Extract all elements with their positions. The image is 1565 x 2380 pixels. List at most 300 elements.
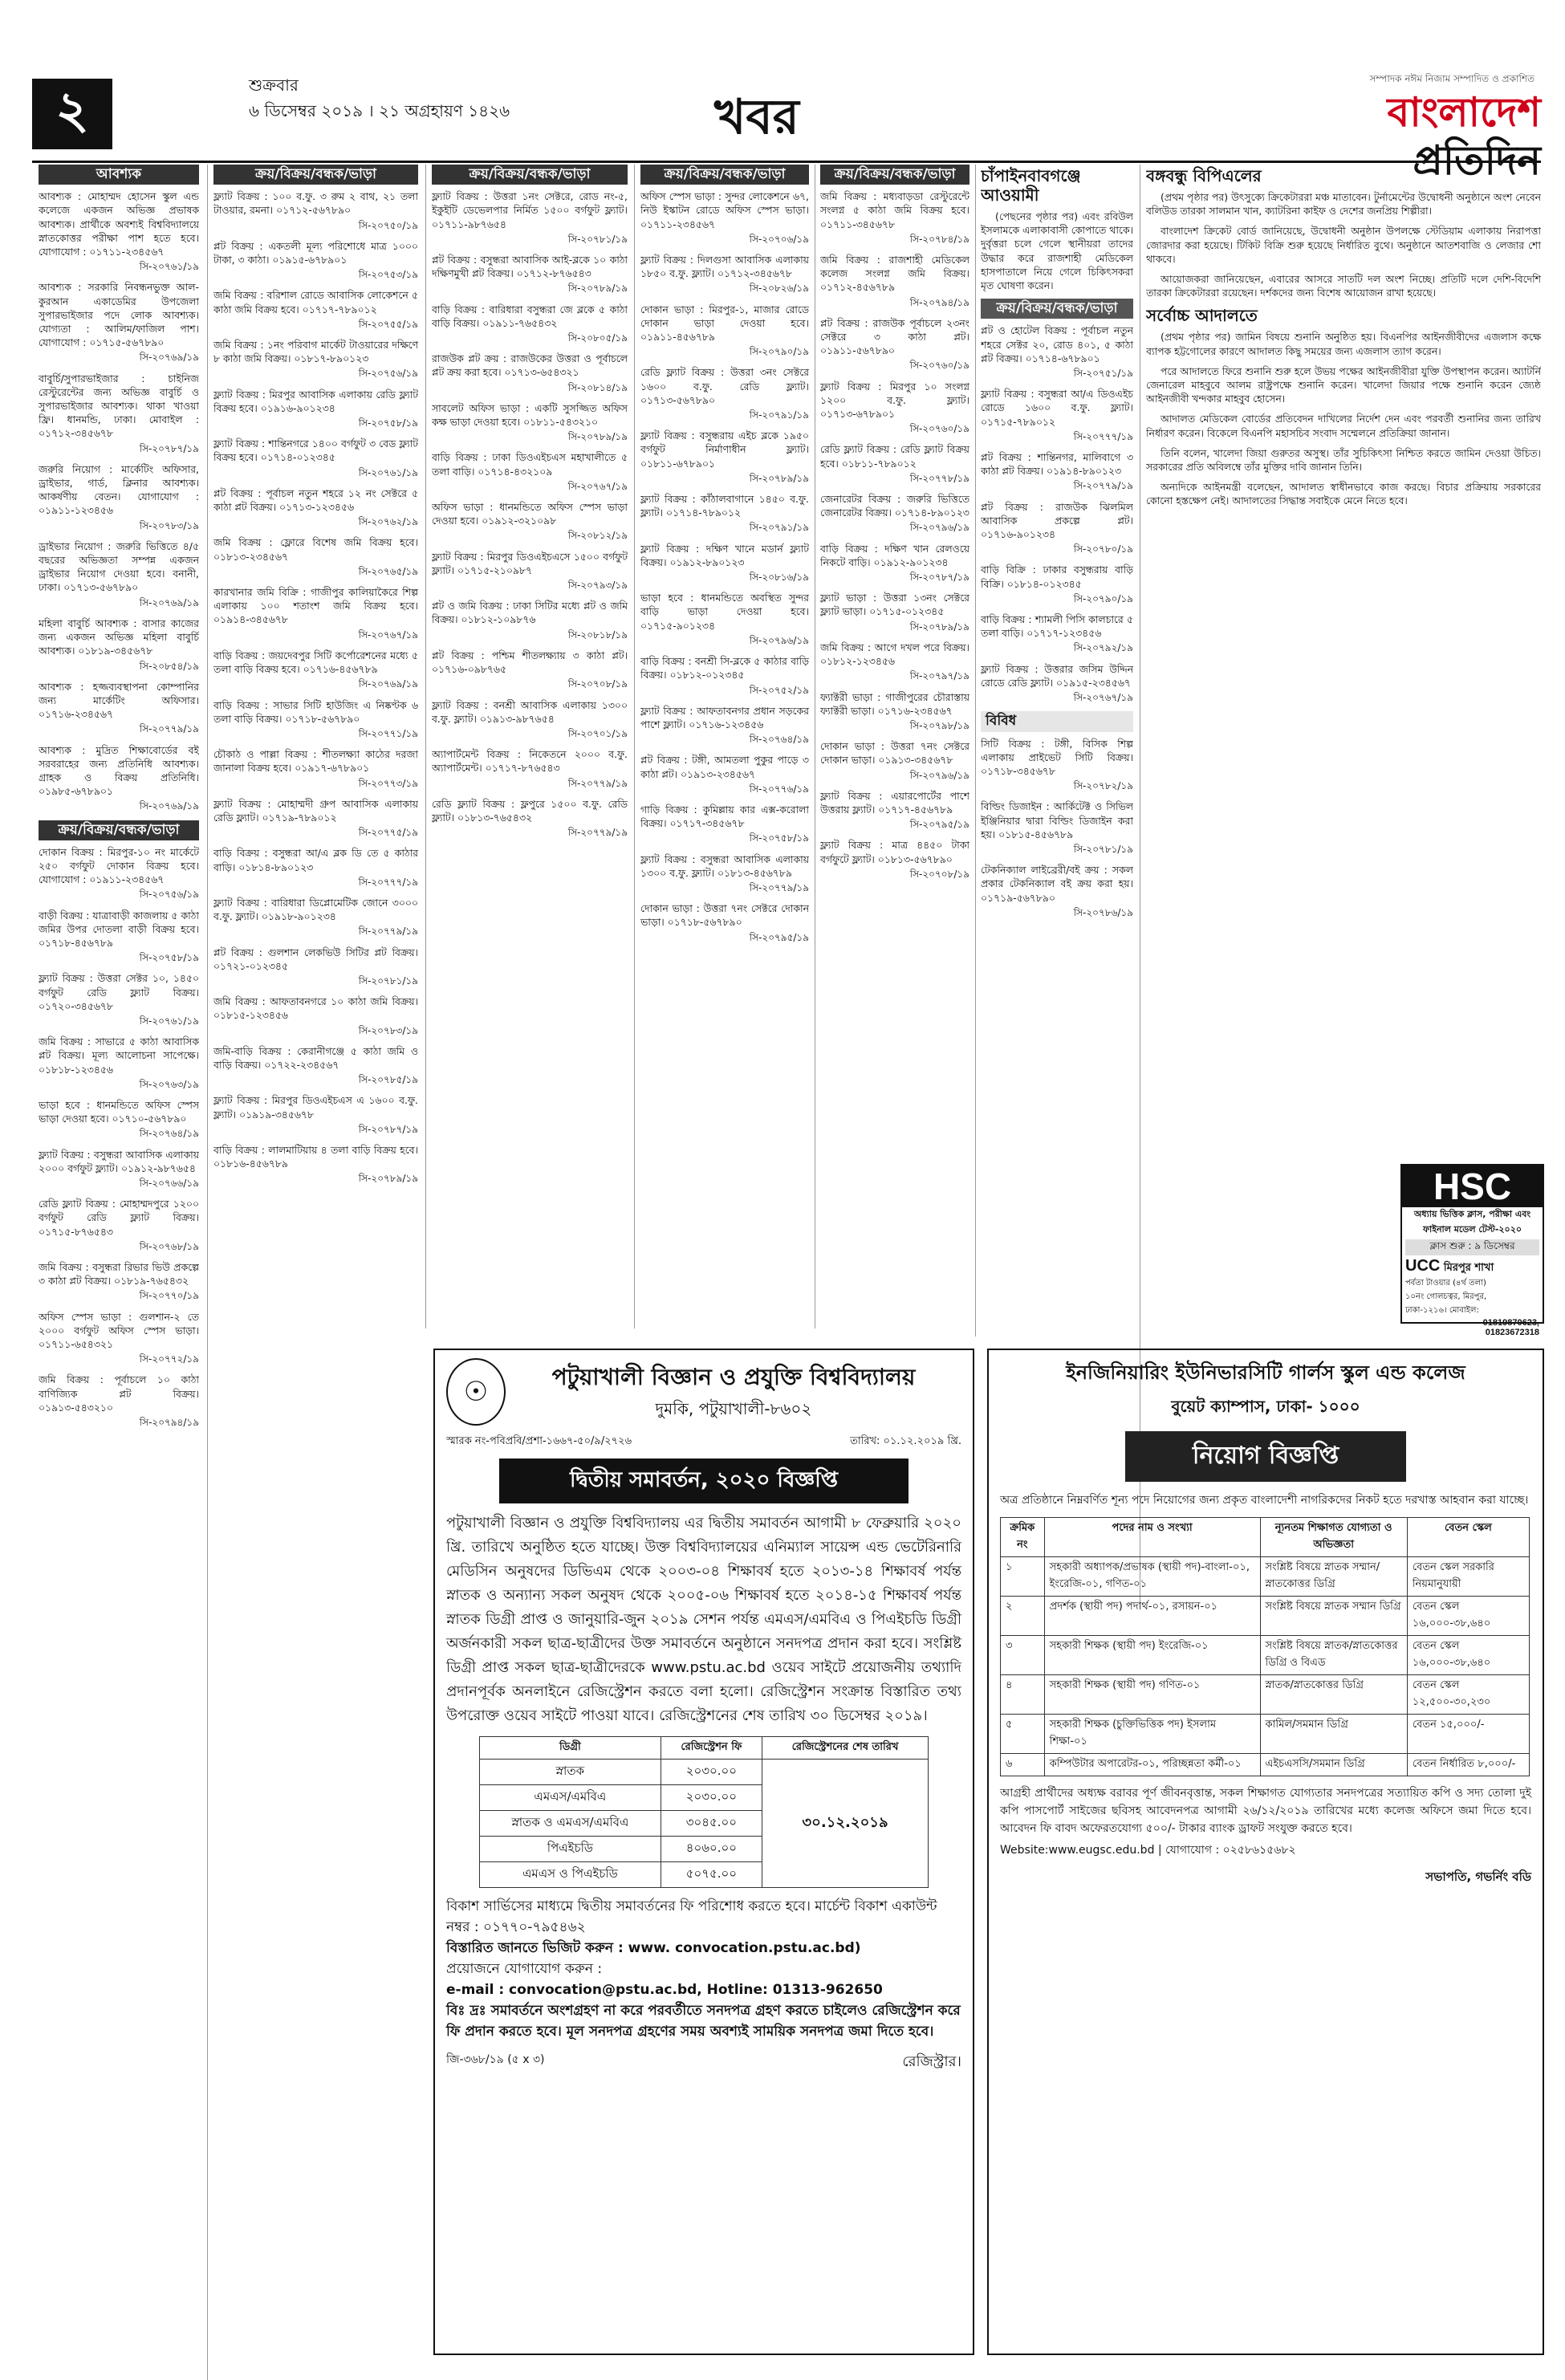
classified-ad: বাড়ি বিক্রয় : বারিধারা বসুন্ধরা জে ব্লকে ৫ কাঠা বাড়ি বিক্রয়। ০১৯১১-৭৬৫৪৩২: [432, 303, 628, 329]
branch-name: মিরপুর শাখা: [1443, 1262, 1494, 1274]
classified-ad: প্লট বিক্রয় : রাজউক ঝিলমিল আবাসিক প্রকল্পে প্লট। ০১৭১৬-৯০১২৩৪: [981, 500, 1133, 541]
vacancy-table-body: [1001, 1557, 1530, 1776]
ad-reference: সি-২০৮২৬/১৯: [749, 283, 809, 295]
classified-ad: আবশ্যক : মোহাম্মদ হোসেন স্কুল এন্ড কলেজে একজন অভিজ্ঞ প্রভাষক আবশ্যক। প্রার্থীকে অবশ্যই বিশ্ববিদ্যালয়ে স্নাতকোত্তর পরীক্ষা পাশ হতে হবে। যোগাযোগ : ০১৭১১-২৩৪৫৬৭: [39, 190, 199, 258]
table-row: [1001, 1675, 1530, 1715]
ad-reference: সি-২০৭৭৭/১৯: [358, 876, 418, 888]
classified-ad: ফ্ল্যাট বিক্রয় : বসুন্ধরায় এইচ ব্লকে ১৯৫০ বর্গফুট নির্মাণাধীন ফ্ল্যাট। ০১৮১১-৬৭৮৯০১: [640, 429, 809, 470]
classified-ad: ফ্ল্যাট বিক্রয় : মিরপুর ডিওএইচএসে ১৫০০ বর্গফুট ফ্ল্যাট। ০১৭১৫-২১০৯৮৭: [432, 550, 628, 576]
classified-ad: জমি বিক্রয় : মধ্যবাড়ডা রেস্টুরেন্টে সংলগ্ন ৫ কাঠা জমি বিক্রয় হবে। ০১৭১১-৩৪৫৬৭৮: [820, 190, 969, 230]
table-cell: ৬: [1001, 1754, 1045, 1776]
page-number: ২: [32, 79, 112, 149]
ad-reference: সি-২০৮১৬/১৯: [749, 572, 809, 584]
hsc-line: ফাইনাল মডেল টেস্ট-২০২০: [1423, 1224, 1522, 1235]
table-cell: সহকারী শিক্ষক (স্থায়ী পদ) ইংরেজি-০১: [1044, 1636, 1260, 1675]
ad-reference: সি-২০৭৭৯/১৯: [139, 723, 199, 735]
ad-reference: সি-২০৭৮৯/১৯: [567, 283, 628, 295]
ad-reference: সি-২০৭৮৫/১৯: [358, 1074, 418, 1086]
classified-ad: কারখানার জমি বিক্রি : গাজীপুর কালিয়াকৈরে শিল্প এলাকায় ১০০ শতাংশ জমি বিক্রয় হবে। ০১৯১৪-৩৪৫৬৭৮: [213, 586, 418, 626]
ad-reference: সি-২০৭৮৭/১৯: [139, 442, 199, 454]
ad-reference: সি-২০৭৯৭/১৯: [909, 670, 969, 682]
ad-reference: সি-২০৭৯০/১৯: [749, 346, 809, 358]
ad-list: [820, 189, 969, 881]
hsc-address: ১০নং গোলচত্বর, মিরপুর,: [1405, 1292, 1487, 1301]
classified-ad: ফ্ল্যাট বিক্রয় : উত্তরা ১নং সেক্টরে, রোড নং-৫, ইকুইটি ডেভেলপার নির্মিত ১৫০০ বর্গফুট ফ্ল্যাট। ০১৭১১-৯৮৭৬৫৪: [432, 190, 628, 230]
classified-ad: গাড়ি বিক্রয় : কুমিল্লায় কার এক্স-করোলা বিক্রয়। ০১৭১৭-৩৪৫৬৭৮: [640, 803, 809, 830]
classified-ad: ভাড়া হবে : ধানমন্ডিতে অফিস স্পেস ভাড়া দেওয়া হবে। ০১৭১০-৫৬৭৮৯০: [39, 1098, 199, 1125]
ad-reference: সি-২০৭৮১/১৯: [567, 233, 628, 245]
classified-ad: বাড়ি বিক্রয় : বসুন্ধরা আ/এ ব্লক ডি তে ৫ কাঠার বাড়ি। ০১৮১৪-৮৯০১২৩: [213, 847, 418, 873]
ad-reference: সি-২০৭০৮/১৯: [567, 678, 628, 690]
table-cell: সংশ্লিষ্ট বিষয়ে স্নাতক সম্মান ডিগ্রি: [1260, 1597, 1407, 1636]
ad-reference: সি-২০৭৯৬/১৯: [909, 522, 969, 534]
classified-ad: রাজউক প্লট ক্রয় : রাজউকের উত্তরা ও পূর্বাচলে প্লট ক্রয় করা হবে। ০১৭১৩-৬৫৪৩২১: [432, 352, 628, 379]
table-header-cell: পদের নাম ও সংখ্যা: [1044, 1518, 1260, 1557]
category-heading: আবশ্যক: [39, 165, 199, 185]
column-rule: [634, 165, 635, 1328]
category-heading: ক্রয়/বিক্রয়/বন্ধক/ভাড়া: [640, 165, 809, 185]
classified-ad: ফ্ল্যাট বিক্রয় : দিলগুসা আবাসিক এলাকায় ১৮৫০ ব.ফু. ফ্ল্যাট। ০১৭১২-৩৪৫৬৭৮: [640, 254, 809, 280]
classified-ad: প্লট বিক্রয় : রাজউক পূর্বাচলে ২৩নং সেক্টরে ৩ কাঠা প্লট। ০১৯১১-৫৬৭৮৯০: [820, 316, 969, 357]
ad-reference: সি-২০৭৬৯/১৯: [358, 678, 418, 690]
classified-ad: জমি বিক্রয় : আগে দখল পরে বিক্রয়। ০১৮১২-১২৩৪৫৬: [820, 641, 969, 668]
classified-ad: জরুরি নিয়োগ : মার্কেটিং অফিসার, ড্রাইভার, গার্ড, ক্লিনার আবশ্যক। আকর্ষণীয় বেতন। যোগাযোগ : ০১৯১১-১২৩৪৫৬: [39, 462, 199, 517]
classified-ad: ফ্ল্যাট বিক্রয় : আফতাবনগর প্রধান সড়কের পাশে ফ্ল্যাট। ০১৭১৬-১২৩৪৫৬: [640, 704, 809, 730]
classified-ad: আবশ্যক : মুদ্রিত শিক্ষাবোর্ডের বই সরবরাহের জন্য প্রতিনিধি আবশ্যক। গ্রাহক ও বিক্রয় প্রতিনিধি। ০১৯৮৫-৬৭৮৯০১: [39, 743, 199, 798]
classified-ad: আবশ্যক : সরকারি নিবন্ধনভুক্ত আল-কুরআন একাডেমির উপজেলা সুপারভাইজার পদে লোক আবশ্যক। যোগ্যতা : আলিম/ফাজিল পাশ। যোগাযোগ : ০১৭১৫-৫৬৭৮৯০: [39, 281, 199, 349]
table-cell: স্নাতক: [480, 1760, 661, 1785]
notice-title: নিয়োগ বিজ্ঞপ্তি: [1125, 1431, 1406, 1482]
header-day: শুক্রবার: [249, 75, 299, 95]
school-phone: যোগাযোগ : ০২৫৮৬১৫৬৮২: [1165, 1844, 1296, 1857]
classified-ad: জমি বিক্রয় : বসুন্ধরা রিভার ভিউ প্রকল্পে ৩ কাঠা প্লট বিক্রয়। ০১৮১৯-৭৬৫৪৩২: [39, 1261, 199, 1288]
classified-ad: টেকনিক্যাল লাইব্রেরী/বই ক্রয় : সকল প্রকার টেকনিক্যাল বই ক্রয় করা হয়। ০১৭১৯-৫৬৭৮৯০: [981, 864, 1133, 904]
logo-name-dark: প্রতিদিন: [1413, 136, 1541, 184]
ad-reference: সি-২০৭৭৩/১৯: [358, 777, 418, 789]
classified-ad: জমি বিক্রয় : আফতাবনগরে ১০ কাঠা জমি বিক্রয়। ০১৮১৫-১২৩৪৫৬: [213, 995, 418, 1022]
ad-reference: সি-২০৭৯৬/১৯: [749, 634, 809, 646]
pstu-header: [435, 1350, 973, 1434]
ucc-logo: UCC: [1405, 1257, 1441, 1275]
classified-ad: বিল্ডিং ডিজাইন : আর্কিটেক্ট ও সিভিল ইঞ্জিনিয়ার দ্বারা বিল্ডিং ডিজাইন করা হয়। ০১৮১৫-৪৫৬৭৮৯: [981, 800, 1133, 840]
ad-reference: সি-২০৭৮১/১৯: [1073, 843, 1133, 855]
ad-reference: সি-২০৭৮৯/১৯: [909, 620, 969, 633]
table-header-cell: ডিগ্রী: [480, 1737, 661, 1760]
hsc-phone: 01819870623,: [1482, 1318, 1539, 1328]
classified-ad: ফ্ল্যাট বিক্রয় : মাত্র ৪৪৫০ টাকা বর্গফুটে ফ্ল্যাট। ০১৮১৩-৫৬৭৮৯০: [820, 839, 969, 865]
classified-ad: ভাড়া হবে : ধানমন্ডিতে অবস্থিত সুন্দর বাড়ি ভাড়া দেওয়া হবে। ০১৭১৫-৯০১২৩৪: [640, 592, 809, 632]
classified-ad: বাড়ি বিক্রয় : ঢাকা ডিওএইচএস মহাখালীতে ৫ তলা বাড়ি। ০১৭১৪-৪৩২১০৯: [432, 451, 628, 478]
classified-ad: বাড়ি বিক্রয় : শ্যামলী পিসি কালচারে ৫ তলা বাড়ি। ০১৭১৭-১২৩৪৫৬: [981, 613, 1133, 640]
ad-reference: সি-২০৭৯৫/১৯: [749, 931, 809, 943]
classified-ad: রেডি ফ্ল্যাট বিক্রয় : রেডি ফ্ল্যাট বিক্রয় হবে। ০১৮১১-৭৮৯০১২: [820, 443, 969, 470]
ad-reference: সি-২০৭৫৫/১৯: [358, 318, 418, 330]
classified-ad: ফ্ল্যাট বিক্রয় : বসুন্ধরা আবাসিক এলাকায় ২০০০ বর্গফুট ফ্ল্যাট। ০১৯১২-৯৮৭৬৫৪: [39, 1148, 199, 1174]
university-name: পটুয়াখালী বিজ্ঞান ও প্রযুক্তি বিশ্ববিদ্যালয়: [551, 1364, 916, 1390]
hsc-phone: 01823672318: [1485, 1328, 1539, 1337]
table-cell: সহকারী শিক্ষক (স্থায়ী পদ) গণিত-০১: [1044, 1675, 1260, 1715]
news-paragraph: পরে আদালতে ফিরে শুনানি শুরু হলে উভয় পক্ষের আইনজীবীরা যুক্তি উপস্থাপন করেন। অ্যাটর্নি জেনারেল মাহবুবে আলম রাষ্ট্রপক্ষে শুনানি করেন। খালেদা জিয়ার পক্ষে শুনানি করেন জ্যেষ্ঠ আইনজীবী খন্দকার মাহবুব হোসেন।: [1146, 364, 1541, 405]
ad-reference: সি-২০৭৮৬/১৯: [1073, 906, 1133, 918]
classified-ad: ফ্ল্যাট বিক্রয় : উত্তরা সেক্টর ১০, ১৪৫০ বর্গফুট রেডি ফ্ল্যাট বিক্রয়। ০১৭২০-৩৪৫৬৭৮: [39, 972, 199, 1012]
classified-ad: জমি বিক্রয় : ১নং পরিবাগ মার্কেট টাওয়ারের দক্ষিণে ৮ কাঠা জমি বিক্রয়। ০১৮১৭-৮৯০১২৩: [213, 339, 418, 365]
classified-ad: অ্যাপার্টমেন্ট বিক্রয় : নিকেতনে ২০০০ ব.ফু. অ্যাপার্টমেন্ট। ০১৭১৭-৮৭৬৫৪৩: [432, 748, 628, 775]
school-name: ইনজিনিয়ারিং ইউনিভারসিটি গার্লস স্কুল এন্ড কলেজ: [1066, 1361, 1465, 1384]
last-date-cell: ৩০.১২.২০১৯: [762, 1760, 929, 1888]
classified-ad: ড্রাইভার নিয়োগ : জরুরি ভিত্তিতে ৪/৫ বছরের অভিজ্ঞতা সম্পন্ন একজন ড্রাইভার নিয়োগ দেওয়া হবে। বনানী, ঢাকা। ০১৭১৩-৫৬৭৮৯০: [39, 539, 199, 594]
ad-reference: সি-২০৭৮৭/১৯: [909, 572, 969, 584]
category-heading: ক্রয়/বিক্রয়/বন্ধক/ভাড়া: [981, 299, 1133, 319]
classified-ad: দোকান ভাড়া : উত্তরা ৭নং সেক্টরে দোকান ভাড়া। ০১৯১৩-৩৪৫৬৭৮: [820, 740, 969, 767]
table-header-cell: রেজিস্ট্রেশন ফি: [661, 1737, 762, 1760]
classified-ad: বাড়ি বিক্রয় : দক্ষিণ খান রেলওয়ে নিকটে বাড়ি। ০১৯১২-৯০১২৩৪: [820, 542, 969, 568]
convocation-title: দ্বিতীয় সমাবর্তন, ২০২০ বিজ্ঞপ্তি: [499, 1459, 909, 1503]
category-heading: ক্রয়/বিক্রয়/বন্ধক/ভাড়া: [820, 165, 969, 185]
column-7: [1146, 165, 1541, 1072]
classified-ad: ফ্ল্যাট ভাড়া : উত্তরা ১৩নং সেক্টরে ফ্ল্যাট ভাড়া। ০১৭১৫-০১২৩৪৫: [820, 592, 969, 618]
classified-ad: ফ্ল্যাট বিক্রয় : কাঁঠালবাগানে ১৪৫০ ব.ফু. ফ্ল্যাট। ০১৭১৪-৭৮৯০১২: [640, 493, 809, 519]
classified-ad: ফ্ল্যাট বিক্রয় : শান্তিনগরে ১৪০০ বর্গফুট ৩ বেড ফ্ল্যাট বিক্রয় হবে। ০১৭১৪-০১২৩৪৫: [213, 437, 418, 464]
classified-ad: বাড়ি বিক্রয় : সাভার সিটি হাউজিং এ নিষ্কণ্টক ৬ তলা বাড়ি বিক্রয়। ০১৭১৮-৫৬৭৮৯০: [213, 698, 418, 725]
news-headline: বঙ্গবন্ধু বিপিএলের: [1146, 166, 1262, 185]
classified-ad: ফ্ল্যাট বিক্রয় : বসুন্ধরা আ/এ ডিওএইচ রোডে ১৬০০ ব.ফু. ফ্ল্যাট। ০১৭১৫-৭৮৯০১২: [981, 388, 1133, 428]
column-rule: [425, 165, 426, 1328]
ad-reference: সি-২০৭৯১/১৯: [749, 522, 809, 534]
gd-number: জি-৩৬৮/১৯ (৫ x ৩): [446, 2053, 545, 2066]
ad-reference: সি-২০৭৬১/১৯: [358, 466, 418, 478]
university-crest-icon: ☉: [446, 1358, 506, 1426]
ad-reference: সি-২০৭৬১/১৯: [139, 1015, 199, 1027]
ad-reference: সি-২০৭৯৮/১৯: [909, 719, 969, 731]
ad-list: [640, 189, 809, 945]
notice-footer: আগ্রহী প্রার্থীদের অধ্যক্ষ বরাবর পূর্ণ জীবনবৃত্তান্ত, সকল শিক্ষাগত যোগ্যতার সনদপত্রের সত্যায়িত কপি ও সদ্য তোলা দুই কপি পাসপোর্ট সাইজের ছবিসহ আবেদনপত্র আগামী ২৬/১২/২০১৯ তারিখের মধ্যে কলেজ অফিসে জমা দিতে হবে। আবেদন ফি বাবদ অফেরতযোগ্য ৫০০/- টাকার ব্যাংক ড্রাফট সংযুক্ত করতে হবে।: [1000, 1787, 1531, 1835]
notice-contact: Website:www.eugsc.edu.bd | যোগাযোগ : ০২৫৮৬১৫৬৮২: [1000, 1844, 1296, 1857]
ad-reference: সি-২০৭৯৪/১৯: [909, 296, 969, 308]
ad-reference: সি-২০৭৯৫/১৯: [909, 819, 969, 831]
ad-reference: সি-২০৭৭৭/১৯: [1073, 430, 1133, 442]
ad-reference: সি-২০৭৮৯/১৯: [567, 431, 628, 443]
classified-ad: ফ্ল্যাট বিক্রয় : দক্ষিণ খানে মডার্ন ফ্ল্যাট বিক্রয়। ০১৯১২-৮৯০১২৩: [640, 542, 809, 568]
ad-reference: সি-২০৭৬৪/১৯: [749, 734, 809, 746]
ad-reference: সি-২০৭৬০/১৯: [909, 360, 969, 372]
ad-reference: সি-২০৭৯৩/১৯: [567, 580, 628, 592]
ad-reference: সি-২০৭৯২/১৯: [1073, 642, 1133, 654]
table-cell: পিএইচডি: [480, 1837, 661, 1862]
classified-ad: ফ্ল্যাট বিক্রয় : মোহাম্মদী গ্রুপ আবাসিক এলাকায় রেডি ফ্ল্যাট। ০১৭১৯-৭৮৯০১২: [213, 797, 418, 824]
ad-reference: সি-২০৮১৮/১৯: [567, 629, 628, 641]
ad-reference: সি-২০৭৬১/১৯: [139, 261, 199, 273]
ad-reference: সি-২০৭০৬/১৯: [749, 233, 809, 245]
table-cell: এইচএসসি/সমমান ডিগ্রি: [1260, 1754, 1407, 1776]
ad-reference: সি-২০৭৬৭/১৯: [567, 480, 628, 492]
ad-reference: সি-২০৭৫৮/১৯: [358, 417, 418, 429]
classified-ad: জমি বিক্রয় : ফ্লোরে বিশেষ জমি বিক্রয় হবে। ০১৮১৩-২৩৪৫৬৭: [213, 536, 418, 563]
table-row: [1001, 1597, 1530, 1636]
classified-ad: প্লট বিক্রয় : শান্তিনগর, মালিবাগে ৩ কাঠা প্লট বিক্রয়। ০১৯১৪-৮৯০১২৩: [981, 451, 1133, 478]
classified-ad: জমি বিক্রয় : বরিশাল রোডে আবাসিক লোকেশনে ৫ কাঠা জমি বিক্রয় হবে। ০১৭১৭-৭৮৯০১২: [213, 289, 418, 315]
column-1: [39, 165, 199, 2364]
category-heading: ক্রয়/বিক্রয়/বন্ধক/ভাড়া: [432, 165, 628, 185]
ad-reference: সি-২০৭৭৯/১৯: [567, 827, 628, 839]
category-heading: ক্রয়/বিক্রয়/বন্ধক/ভাড়া: [213, 165, 418, 185]
table-row: [1001, 1715, 1530, 1754]
classified-ad: প্লট বিক্রয় : পশ্চিম শীতলক্ষ্যায় ৩ কাঠা প্লট। ০১৭১৬-০৯৮৭৬৫: [432, 649, 628, 676]
table-cell: বেতন স্কেল ১৬,০০০-৩৮,৬৪০: [1407, 1597, 1529, 1636]
ad-reference: সি-২০৭৫১/১৯: [1073, 368, 1133, 380]
classified-ad: প্লট বিক্রয় : একতলী মূল্য পরিশোধে মাত্র ১০০০ টাকা, ৩ কাঠা। ০১৯১৫-৬৭৮৯০১: [213, 239, 418, 266]
ad-reference: সি-২০৭৭০/১৯: [139, 1290, 199, 1302]
ad-reference: সি-২০৭৭৬/১৯: [749, 783, 809, 795]
table-cell: সহকারী অধ্যাপক/প্রভাষক (স্থায়ী পদ)-বাংলা-০১, ইংরেজি-০১, গণিত-০১: [1044, 1557, 1260, 1597]
classified-ad: অফিস স্পেস ভাড়া : গুলশান-২ তে ২০০০ বর্গফুট অফিস স্পেস ভাড়া। ০১৭১১-৬৫৪৩২১: [39, 1310, 199, 1351]
classified-ad: সাবলেট অফিস ভাড়া : একটি সুসজ্জিত অফিস কক্ষ ভাড়া দেওয়া হবে। ০১৮১১-৫৪৩২১০: [432, 401, 628, 429]
table-header-cell: ন্যূনতম শিক্ষাগত যোগ্যতা ও অভিজ্ঞতা: [1260, 1518, 1407, 1557]
classified-ad: রেডি ফ্ল্যাট বিক্রয় : ফ্লপুরে ১৫০০ ব.ফু. রেডি ফ্ল্যাট। ০১৮১৩-৭৬৫৪৩২: [432, 797, 628, 824]
classified-ad: মহিলা বাবুর্চি আবশ্যক : বাসার কাজের জন্য একজন অভিজ্ঞ মহিলা বাবুর্চি আবশ্যক। ০১৮১৯-৩৪৫৬৭৮: [39, 616, 199, 657]
ad-reference: সি-২০৭৭৯/১৯: [567, 777, 628, 789]
convocation-body: পটুয়াখালী বিজ্ঞান ও প্রযুক্তি বিশ্ববিদ্যালয় এর দ্বিতীয় সমাবর্তন আগামী ৮ ফেব্রুয়ারি ২০২০ খ্রি. তারিখে অনুষ্ঠিত হতে যাচ্ছে। উক্ত বিশ্ববিদ্যালয়ের এনিম্যাল সায়েন্স এন্ড ভেটেরিনারি মেডিসিন অনুষদের ডিভিএম থেকে ২০০৩-০৪ শিক্ষাবর্ষ হতে ২০১৩-১৪ শিক্ষাবর্ষ পর্যন্ত স্নাতক ও অন্যান্য সকল অনুষদ থেকে ২০০৫-০৬ শিক্ষাবর্ষ হতে ২০১৪-১৫ শিক্ষাবর্ষ পর্যন্ত স্নাতক ডিগ্রী প্রাপ্ত ও জানুয়ারি-জুন ২০১৯ সেশন পর্যন্ত এমএস/এমবিএ ও পিএইচডি ডিগ্রী অর্জনকারী সকল ছাত্র-ছাত্রীদের উক্ত সমাবর্তনে অনুষ্ঠানে সনদপত্র প্রদান করা হবে। সংশ্লিষ্ট ডিগ্রী প্রাপ্ত সকল ছাত্র-ছাত্রীদেরকে www.pstu.ac.bd ওয়েব সাইটে প্রয়োজনীয় তথ্যাদি প্রদানপূর্বক অনলাইনে রেজিস্ট্রেশন করতে বলা হলো। রেজিস্ট্রেশন সংক্রান্ত বিস্তারিত তথ্য উপরোক্ত ওয়েব সাইটে পাওয়া যাবে। রেজিস্ট্রেশনের শেষ তারিখ ৩০ ডিসেম্বর ২০১৯।: [446, 1515, 961, 1724]
column-3: [432, 165, 628, 1320]
column-6: [981, 165, 1133, 1328]
news-body: [1146, 330, 1541, 507]
news-body: [1146, 190, 1541, 299]
ad-reference: সি-২০৭৫৬/১৯: [139, 889, 199, 901]
ad-reference: সি-২০৭৯১/১৯: [749, 409, 809, 421]
classified-ad: জমি বিক্রয় : সাভারে ৫ কাঠা আবাসিক প্লট বিক্রয়। মূল্য আলোচনা সাপেক্ষে। ০১৮১৮-১২৩৪৫৬: [39, 1035, 199, 1076]
ad-reference: সি-২০৭৯৪/১৯: [139, 1417, 199, 1429]
ad-list: [981, 737, 1133, 920]
hsc-address: ঢাকা-১২১৬।: [1405, 1306, 1447, 1315]
ad-reference: সি-২০৮১৪/১৯: [567, 381, 628, 393]
contact-email: e-mail : convocation@pstu.ac.bd, Hotline: 01313-962650: [446, 1982, 883, 1998]
ad-reference: সি-২০৭৫২/১৯: [749, 684, 809, 696]
school-address: বুয়েট ক্যাম্পাস, ঢাকা- ১০০০: [1171, 1397, 1360, 1416]
ad-reference: সি-২০৭৮৩/১৯: [139, 519, 199, 531]
ad-reference: সি-২০৭৬৭/১৯: [1073, 692, 1133, 704]
news-headline: সর্বোচ্চ আদালতে: [1146, 306, 1258, 326]
classified-ad: প্লট বিক্রয় : পূর্বাচল নতুন শহরে ১২ নং সেক্টরে ৫ কাঠা প্লট বিক্রয়। ০১৭১৩-১২৩৪৫৬: [213, 486, 418, 514]
ad-reference: সি-২০৭৮৩/১৯: [358, 1024, 418, 1036]
hsc-coaching-ad: [1400, 1164, 1544, 1337]
news-headline: চাঁপাইনবাবগঞ্জে আওয়ামী: [981, 166, 1081, 205]
table-cell: বেতন নির্ধারিত ৮,০০০/-: [1407, 1754, 1529, 1776]
news-body: (পেছনের পৃষ্ঠার পর) এবং রবিউল ইসলামকে এলাকাবাসী কোপাতে থাকে। দুর্বৃত্তরা চলে গেলে স্থানীয়রা তাদের উদ্ধার করে রাজশাহী মেডিকেল হাসপাতালে নিয়ে গেলে চিকিৎসকরা মৃত ঘোষণা করেন।: [981, 210, 1133, 292]
column-rule: [975, 165, 976, 1336]
pstu-titles: [506, 1360, 961, 1424]
classified-ad: ফ্ল্যাট বিক্রয় : মিরপুর আবাসিক এলাকায় রেডি ফ্ল্যাট বিক্রয় হবে। ০১৯১৬-৯০১২৩৪: [213, 388, 418, 414]
table-cell: স্নাতক ও এমএস/এমবিএ: [480, 1811, 661, 1837]
classified-ad: চৌকাঠ ও পাল্লা বিক্রয় : শীতলক্ষ্যা কাঠের দরজা জানালা বিক্রয় হবে। ০১৯১৭-৬৭৮৯০১: [213, 748, 418, 775]
memo-number: স্মারক নং-পবিপ্রবি/প্রশা-১৬৬৭-৫০/৯/২৭২৬: [446, 1435, 632, 1447]
ad-reference: সি-২০৭৬৪/১৯: [139, 1128, 199, 1140]
table-cell: সংশ্লিষ্ট বিষয়ে স্নাতক/স্নাতকোত্তর ডিগ্রি ও বিএড: [1260, 1636, 1407, 1675]
ad-reference: সি-২০৭৭১/১৯: [358, 727, 418, 739]
bkash-info: বিকাশ সার্ভিসের মাধ্যমে দ্বিতীয় সমাবর্তনের ফি পরিশোধ করতে হবে। মার্চেন্ট বিকাশ একাউন্ট নম্বর : ০১৭৭০-৭৯৫৪৬২: [446, 1898, 937, 1935]
ad-reference: সি-২০৭৬০/১৯: [909, 423, 969, 435]
news-paragraph: বাংলাদেশ ক্রিকেট বোর্ড জানিয়েছে, উদ্বোধনী অনুষ্ঠান উপলক্ষে স্টেডিয়াম এলাকায় নিরাপত্তা জোরদার করা হয়েছে। টিকিট বিক্রি শুরু হয়েছে নির্ধারিত বুথে। অনুষ্ঠানে আতশবাজি ও লেজার শো থাকবে।: [1146, 225, 1541, 265]
ad-reference: সি-২০৭৬৩/১৯: [139, 1078, 199, 1090]
header-date: ৬ ডিসেম্বর ২০১৯ । ২১ অগ্রহায়ণ ১৪২৬: [249, 101, 510, 120]
table-cell: ২: [1001, 1597, 1045, 1636]
classified-ad: রেডি ফ্ল্যাট বিক্রয় : মোহাম্মদপুরে ১২০০ বর্গফুট রেডি ফ্ল্যাট বিক্রয়। ০১৭১৫-৮৭৬৫৪৩: [39, 1198, 199, 1238]
website-info: বিস্তারিত জানতে ভিজিট করুন : www. convocation.pstu.ac.bd): [446, 1940, 861, 1956]
fee-table-header: [480, 1737, 929, 1760]
ad-reference: সি-২০৭০৮/১৯: [909, 868, 969, 880]
fee-table: [479, 1736, 929, 1888]
classified-ad: বাড়ী বিক্রয় : যাত্রাবাড়ী কাজলায় ৫ কাঠা জমির উপর দোতলা বাড়ী বিক্রয় হবে। ০১৭১৮-৪৫৬৭৮৯: [39, 909, 199, 949]
column-rule: [207, 165, 208, 2380]
table-cell: ৩: [1001, 1636, 1045, 1675]
ad-reference: সি-২০৮০৫/১৯: [567, 332, 628, 344]
classified-ad: বাড়ি বিক্রয় : জয়দেবপুর সিটি কর্পোরেশনের মধ্যে ৫ তলা বাড়ি বিক্রয় হবে। ০১৭১৬-৪৫৬৭৮৯: [213, 649, 418, 676]
newspaper-logo: [1276, 72, 1541, 184]
table-cell: কামিল/সমমান ডিগ্রি: [1260, 1715, 1407, 1754]
ad-list: [39, 845, 199, 1430]
ad-reference: সি-২০৭৬৯/১৯: [139, 352, 199, 364]
ad-list: [213, 189, 418, 1186]
table-cell: ৫: [1001, 1715, 1045, 1754]
table-cell: এমএস ও পিএইচডি: [480, 1862, 661, 1888]
table-row: [1001, 1557, 1530, 1597]
ad-reference: সি-২০৭৯০/১৯: [1073, 592, 1133, 604]
ad-reference: সি-২০৭৮১/১৯: [358, 974, 418, 987]
classified-ad: সিটি বিক্রয় : টঙ্গী, বিসিক শিল্প এলাকায় প্রাইভেট সিটি বিক্রয়। ০১৭১৮-৩৪৫৬৭৮: [981, 737, 1133, 777]
vacancy-table-header: [1001, 1518, 1530, 1557]
ad-reference: সি-২০৭৫৬/১৯: [358, 368, 418, 380]
table-cell: কম্পিউটার অপারেটর-০১, পরিচ্ছন্নতা কর্মী-০১: [1044, 1754, 1260, 1776]
ad-reference: সি-২০৭৫৮/১৯: [749, 832, 809, 844]
notice-intro: অত্র প্রতিষ্ঠানে নিম্নবর্ণিত শূন্য পদে নিয়োগের জন্য প্রকৃত বাংলাদেশী নাগরিকদের নিকট হতে দরখাস্ত আহবান করা যাচ্ছে।: [1000, 1494, 1529, 1507]
notice-signature: সভাপতি, গভর্নিং বডি: [1425, 1869, 1531, 1884]
classified-ad: দোকান বিক্রয় : মিরপুর-১০ নং মার্কেটে ২৫০ বর্গফুট দোকান বিক্রয় হবে। যোগাযোগ : ০১৯১১-২৩৪৫৬৭: [39, 845, 199, 886]
classified-ad: বাড়ি বিক্রয় : বনশ্রী সি-ব্লকে ৫ কাঠার বাড়ি বিক্রয়। ০১৮১২-০১২৩৪৫: [640, 655, 809, 681]
classified-ad: ফ্যাক্টরী ভাড়া : গাজীপুরের চৌরাস্তায় ফ্যাক্টরী ভাড়া। ০১৭১৬-২৩৪৫৬৭: [820, 690, 969, 717]
classified-ad: ফ্ল্যাট বিক্রয় : মিরপুর ১০ সংলগ্ন ১২০০ ব.ফু. ফ্ল্যাট। ০১৭১৩-৬৭৮৯০১: [820, 380, 969, 421]
classified-ad: দোকান ভাড়া : মিরপুর-১, মাজার রোডে দোকান ভাড়া দেওয়া হবে। ০১৯১১-৪৫৬৭৮৯: [640, 303, 809, 344]
classified-ad: অফিস স্পেস ভাড়া : সুন্দর লোকেশনে ৬৭, নিউ ইস্কাটন রোডে অফিস স্পেস ভাড়া। ০১৭১১-২৩৪৫৬৭: [640, 190, 809, 230]
ad-reference: সি-২০৭৯৬/১৯: [909, 769, 969, 781]
table-cell: সহকারী শিক্ষক (চুক্তিভিত্তিক পদ) ইসলাম শিক্ষা-০১: [1044, 1715, 1260, 1754]
classified-ad: প্লট বিক্রয় : টঙ্গী, আমতলা পুকুর পাড়ে ৩ কাঠা প্লট। ০১৯১৩-২৩৪৫৬৭: [640, 754, 809, 780]
university-address: দুমকি, পটুয়াখালী-৮৬০২: [655, 1399, 812, 1418]
table-cell: স্নাতক/স্নাতকোত্তর ডিগ্রি: [1260, 1675, 1407, 1715]
table-cell: বেতন স্কেল ১৬,০০০-৩৮,৬৪০: [1407, 1636, 1529, 1675]
classified-ad: প্লট বিক্রয় : বসুন্ধরা আবাসিক আই-ব্লকে ১০ কাঠা দক্ষিণমুখী প্লট বিক্রয়। ০১৭১২-৮৭৬৫৪৩: [432, 254, 628, 280]
classified-ad: ফ্ল্যাট বিক্রয় : এয়ারপোর্টের পাশে উত্তরায় ফ্ল্যাট। ০১৭১৭-৪৫৬৭৮৯: [820, 789, 969, 816]
school-website: Website:www.eugsc.edu.bd: [1000, 1844, 1155, 1857]
classified-ad: জমি বিক্রয় : রাজশাহী মেডিকেল কলেজ সংলগ্ন জমি বিক্রয়। ০১৭১২-৪৫৬৭৮৯: [820, 254, 969, 294]
memo-date: তারিখ: ০১.১২.২০১৯ খ্রি.: [850, 1435, 961, 1447]
ad-reference: সি-২০৭৮৯/১৯: [749, 472, 809, 484]
logo-name-red: বাংলাদেশ: [1387, 88, 1541, 136]
table-row: [1001, 1636, 1530, 1675]
category-heading: ক্রয়/বিক্রয়/বন্ধক/ভাড়া: [39, 820, 199, 840]
table-cell: ২০৩০.০০: [661, 1785, 762, 1811]
logo-tagline: সম্পাদক নঈম নিজাম সম্পাদিত ও প্রকাশিত: [1369, 73, 1535, 84]
table-cell: সংশ্লিষ্ট বিষয়ে স্নাতক সম্মান/স্নাতকোত্তর ডিগ্রি: [1260, 1557, 1407, 1597]
table-cell: ৫০৭৫.০০: [661, 1862, 762, 1888]
ad-reference: সি-২০৭৭৯/১৯: [1073, 480, 1133, 492]
ad-reference: সি-২০৭০১/১৯: [567, 727, 628, 739]
table-row: [480, 1760, 929, 1785]
news-paragraph: আদালত মেডিকেল বোর্ডের প্রতিবেদন দাখিলের নির্দেশ দেন এবং পরবর্তী শুনানির জন্য তারিখ নির্ধারণ করেন। বিকেলে বিএনপি মহাসচিব সংবাদ সম্মেলনে প্রতিক্রিয়া জানান।: [1146, 413, 1541, 439]
hsc-phone-label: মোবাইল:: [1449, 1306, 1479, 1315]
ad-reference: সি-২০৭৮৪/১৯: [909, 233, 969, 245]
ad-reference: সি-২০৭৭৯/১৯: [358, 926, 418, 938]
table-cell: বেতন ১৫,০০০/-: [1407, 1715, 1529, 1754]
news-paragraph: তিনি বলেন, খালেদা জিয়া গুরুতর অসুস্থ। তাঁর সুচিকিৎসা নিশ্চিত করতে জামিন দেওয়া উচিত। সরকারের প্রতি অবিলম্বে তাঁর মুক্তির দাবি জানান তিনি।: [1146, 446, 1541, 474]
table-cell: ৩০৪৫.০০: [661, 1811, 762, 1837]
table-cell: ৪০৬০.০০: [661, 1837, 762, 1862]
ad-reference: সি-২০৭৮০/১৯: [1073, 543, 1133, 555]
table-cell: ৪: [1001, 1675, 1045, 1715]
ad-reference: সি-২০৭৮২/১৯: [1073, 780, 1133, 792]
news-paragraph: আয়োজকরা জানিয়েছেন, এবারের আসরে সাতটি দল অংশ নিচ্ছে। প্রতিটি দলে দেশি-বিদেশি তারকা ক্রিকেটাররা রয়েছেন। দর্শকদের জন্য বিশেষ আয়োজন রাখা হয়েছে।: [1146, 273, 1541, 299]
column-4: [640, 165, 809, 1320]
ad-reference: সি-২০৮১২/১৯: [567, 530, 628, 542]
ad-list: [981, 323, 1133, 705]
classified-ad: প্লট ও হোটেল বিক্রয় : পূর্বাচল নতুন শহরে সেক্টর ২০, রোড ৪০১, ৫ কাঠা প্লট বিক্রয়। ০১৭১৪-৬৭৮৯০১: [981, 324, 1133, 364]
classified-ad: জেনারেটর বিক্রয় : জরুরি ভিত্তিতে জেনারেটর বিক্রয়। ০১৭১৪-৮৯০১২৩: [820, 493, 969, 519]
news-paragraph: (প্রথম পৃষ্ঠার পর) জামিন বিষয়ে শুনানি অনুষ্ঠিত হয়। বিএনপির আইনজীবীদের এজলাস কক্ষে ব্যাপক হট্টগোলের কারণে আদালত কিছু সময়ের জন্য এজলাস ত্যাগ করেন।: [1146, 331, 1541, 357]
ad-reference: সি-২০৭৬৮/১৯: [139, 1240, 199, 1252]
hsc-start: ক্লাস শুরু : ৯ ডিসেম্বর: [1405, 1239, 1539, 1255]
hsc-brand: [1402, 1257, 1543, 1277]
column-2: [213, 165, 418, 1320]
classified-ad: অফিস ভাড়া : ধানমন্ডিতে অফিস স্পেস ভাড়া দেওয়া হবে। ০১৯১২-৩২১০৯৮: [432, 501, 628, 527]
ad-reference: সি-২০৭৬৯/১৯: [139, 800, 199, 812]
classified-ad: ফ্ল্যাট বিক্রয় : বনশ্রী আবাসিক এলাকায় ১৩০০ ব.ফু. ফ্ল্যাট। ০১৯১৩-৯৮৭৬৫৪: [432, 698, 628, 725]
memo-line: [435, 1434, 973, 1450]
column-5: [820, 165, 969, 1320]
classified-ad: প্লট বিক্রয় : গুলশান লেকভিউ সিটির প্লট বিক্রয়। ০১৭২১-০১২৩৪৫: [213, 946, 418, 972]
ad-reference: সি-২০৭৮৭/১৯: [358, 1123, 418, 1135]
table-header-cell: রেজিস্ট্রেশনের শেষ তারিখ: [762, 1737, 929, 1760]
convocation-note: বিঃ দ্রঃ সমাবর্তনে অংশগ্রহণ না করে পরবর্তীতে সনদপত্র গ্রহণ করতে চাইলেও রেজিস্ট্রেশন করে ফি প্রদান করতে হবে। মূল সনদপত্র গ্রহণের সময় অবশ্যই সাময়িক সনদপত্র জমা দিতে হবে।: [446, 2003, 961, 2040]
ad-reference: সি-২০৭৭৯/১৯: [749, 881, 809, 893]
hsc-address-phone: [1402, 1304, 1543, 1318]
classified-ad: রেডি ফ্ল্যাট বিক্রয় : উত্তরা ৩নং সেক্টরে ১৬০০ ব.ফু. রেডি ফ্ল্যাট। ০১৭১৩-৫৬৭৮৯০: [640, 366, 809, 406]
ad-reference: সি-২০৭৮৯/১৯: [358, 1173, 418, 1185]
classified-ad: বাড়ি বিক্রয় : লালমাটিয়ায় ৪ তলা বাড়ি বিক্রয় হবে। ০১৮১৬-৪৫৬৭৮৯: [213, 1143, 418, 1170]
vacancy-table: [1000, 1517, 1530, 1776]
table-header-cell: ক্রমিক নং: [1001, 1518, 1045, 1557]
classified-ad: প্লট ও জমি বিক্রয় : ঢাকা সিটির মধ্যে প্লট ও জমি বিক্রয়। ০১৮১২-১০৯৮৭৬: [432, 600, 628, 626]
ad-list: [432, 189, 628, 840]
classified-ad: ফ্ল্যাট বিক্রয় : ১০০ ব.ফু. ৩ রুম ২ বাথ, ২১ তলা টাওয়ার, রমনা। ০১৭১২-৫৬৭৮৯০: [213, 190, 418, 217]
table-header-cell: বেতন স্কেল: [1407, 1518, 1529, 1557]
hsc-title: HSC: [1402, 1166, 1543, 1207]
fee-table-body: [480, 1760, 929, 1888]
table-cell: ২০৩০.০০: [661, 1760, 762, 1785]
ad-reference: সি-২০৭৬২/১৯: [358, 516, 418, 528]
hsc-line: অধ্যায় ভিত্তিক ক্লাস, পরীক্ষা এবং: [1413, 1209, 1531, 1219]
classified-ad: জমি বিক্রয় : পূর্বাচলে ১০ কাঠা বাণিজ্যিক প্লট বিক্রয়। ০১৯১৩-৫৪৩২১০: [39, 1373, 199, 1414]
table-cell: প্রদর্শক (স্থায়ী পদ) পদার্থ-০১, রসায়ন-০১: [1044, 1597, 1260, 1636]
pstu-footer: [435, 2042, 973, 2083]
classified-ad: দোকান ভাড়া : উত্তরা ৭নং সেক্টরে দোকান ভাড়া। ০১৭১৮-৫৬৭৮৯০: [640, 902, 809, 929]
ad-reference: সি-২০৭৭৫/১৯: [358, 827, 418, 839]
news-paragraph: (প্রথম পৃষ্ঠার পর) উৎসুক্যে ক্রিকেটাররা মঞ্চ মাতাবেন। টুর্নামেন্টের উদ্বোধনী অনুষ্ঠানে অংশ নেবেন বলিউড তারকা সালমান খান, ক্যাটরিনা কাইফ ও দেশের জনপ্রিয় শিল্পীরা।: [1146, 191, 1541, 218]
eugsc-recruitment-ad: [987, 1349, 1544, 2355]
classified-ad: ফ্ল্যাট বিক্রয় : বসুন্ধরা আবাসিক এলাকায় ১৩০০ ব.ফু. ফ্ল্যাট। ০১৮১৩-৪৫৬৭৮৯: [640, 852, 809, 879]
ad-list: [39, 189, 199, 813]
category-heading: বিবিধ: [981, 711, 1133, 731]
classified-ad: ফ্ল্যাট বিক্রয় : বারিধারা ডিপ্লোমেটিক জোনে ৩০০০ ব.ফু. ফ্ল্যাট। ০১৯১৮-৯০১২৩৪: [213, 896, 418, 923]
ad-reference: সি-২০৭৭৮/১৯: [909, 472, 969, 484]
classified-ad: বাবুর্চি/সুপারভাইজার : চাইনিজ রেস্টুরেন্টের জন্য অভিজ্ঞ বাবুর্চি ও সুপারভাইজার আবশ্যক। থাকা খাওয়া ফ্রি। ধানমন্ডি, ঢাকা। মোবাইল : ০১৭১২-৩৪৫৬৭৮: [39, 372, 199, 440]
table-cell: এমএস/এমবিএ: [480, 1785, 661, 1811]
